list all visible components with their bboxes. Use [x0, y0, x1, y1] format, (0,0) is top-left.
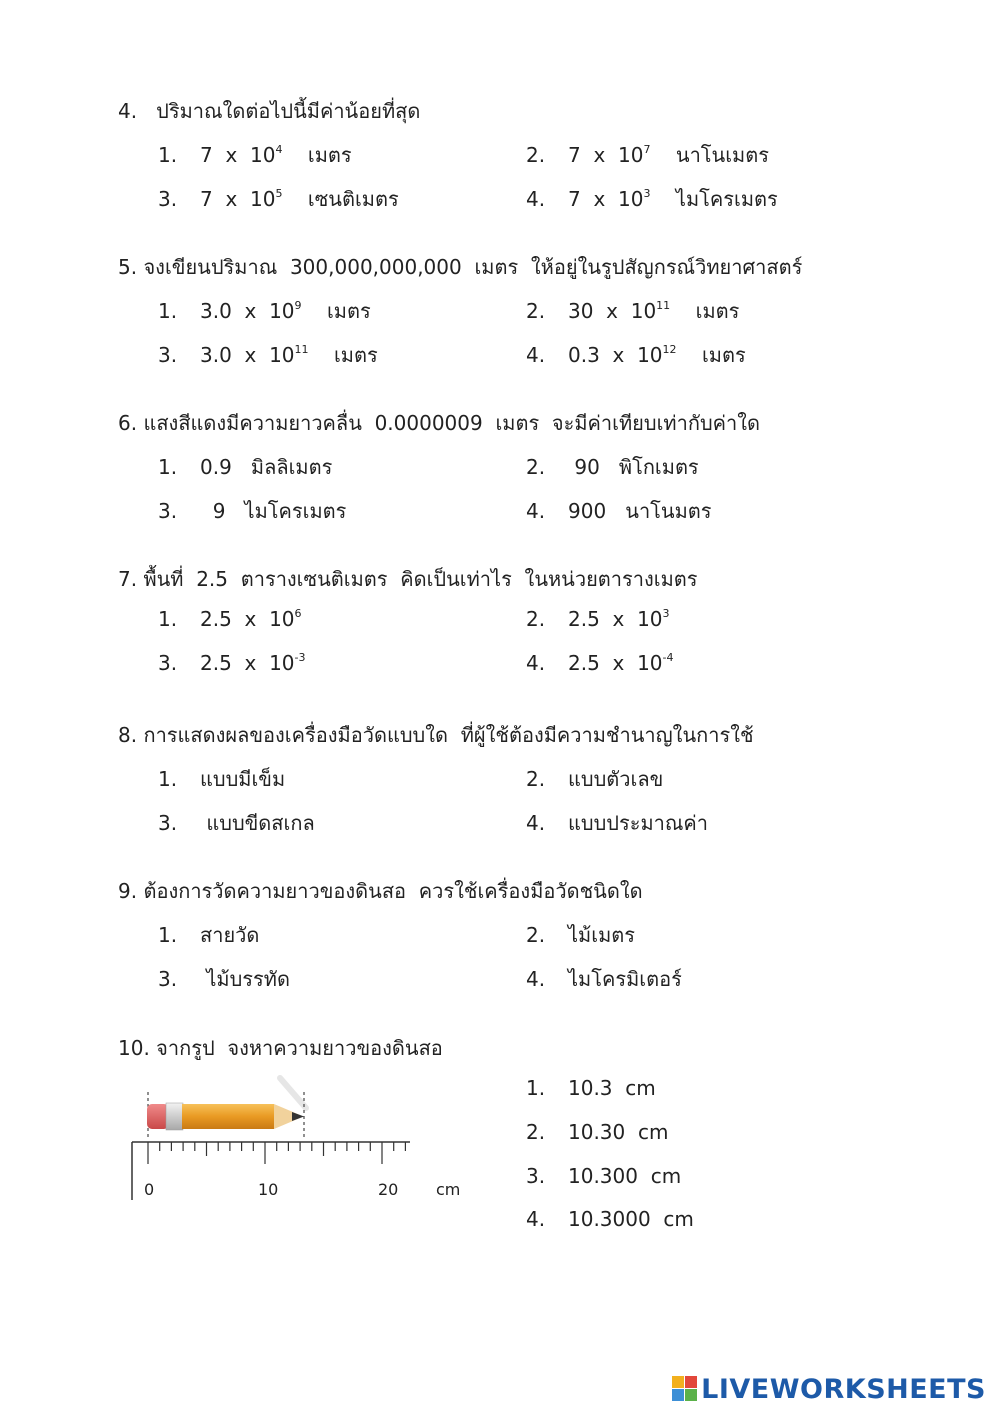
ruler-label-unit: cm: [436, 1180, 461, 1199]
ruler-label-20: 20: [378, 1180, 399, 1199]
q5-option-3[interactable]: 3. 3.0 x $10^{11}$ เมตร: [158, 343, 378, 367]
q4-option-2[interactable]: 2. 7 x $10^7$ นาโนเมตร: [526, 143, 769, 167]
ruler-label-10: 10: [258, 1180, 279, 1199]
q10-option-3[interactable]: 3. 10.300 cm: [526, 1164, 682, 1188]
q5-option-4[interactable]: 4. 0.3 x $10^{12}$ เมตร: [526, 343, 746, 367]
q8-option-3[interactable]: 3. แบบขีดสเกล: [158, 811, 315, 835]
q4-option-4[interactable]: 4. 7 x $10^3$ ไมโครเมตร: [526, 187, 778, 211]
question-8: 8. การแสดงผลของเครื่องมือวัดแบบใด ที่ผู้ใช้ต้องมีความชำนาญในการใช้: [118, 723, 754, 747]
q9-option-4[interactable]: 4. ไมโครมิเตอร์: [526, 967, 682, 991]
q10-option-1[interactable]: 1. 10.3 cm: [526, 1076, 656, 1100]
question-4: 4. ปริมาณใดต่อไปนี้มีค่าน้อยที่สุด: [118, 99, 421, 123]
question-6: 6. แสงสีแดงมีความยาวคลื่น 0.0000009 เมตร จะมีค่าเทียบเท่ากับค่าใด: [118, 411, 761, 435]
question-5: 5. จงเขียนปริมาณ 300,000,000,000 เมตร ให้อยู่ในรูปสัญกรณ์วิทยาศาสตร์: [118, 255, 803, 279]
q9-option-1[interactable]: 1. สายวัด: [158, 923, 260, 947]
q9-option-2[interactable]: 2. ไม้เมตร: [526, 923, 635, 947]
brand-name: LIVEWORKSHEETS: [701, 1373, 986, 1405]
q6-option-4[interactable]: 4. 900 นาโนมตร: [526, 499, 712, 523]
ruler-label-0: 0: [144, 1180, 155, 1199]
q10-option-2[interactable]: 2. 10.30 cm: [526, 1120, 669, 1144]
pencil-ruler-figure: [120, 1070, 480, 1210]
q4-option-3[interactable]: 3. 7 x $10^5$ เซนติเมตร: [158, 187, 399, 211]
question-10: 10. จากรูป จงหาความยาวของดินสอ: [118, 1036, 443, 1060]
q4-option-1[interactable]: 1. 7 x $10^4$ เมตร: [158, 143, 352, 167]
liveworksheets-icon: [672, 1376, 698, 1402]
q7-option-1[interactable]: 1. 2.5 x $10^6$: [158, 607, 302, 631]
q8-option-4[interactable]: 4. แบบประมาณค่า: [526, 811, 709, 835]
q8-option-2[interactable]: 2. แบบตัวเลข: [526, 767, 664, 791]
q6-option-3[interactable]: 3. 9 ไมโครเมตร: [158, 499, 347, 523]
q6-option-2[interactable]: 2. 90 พิโกเมตร: [526, 455, 699, 479]
q7-option-4[interactable]: 4. 2.5 x $10^{-4}$: [526, 651, 674, 675]
q7-option-2[interactable]: 2. 2.5 x $10^3$: [526, 607, 670, 631]
pencil-shadow-streak: [280, 1078, 306, 1108]
q10-option-4[interactable]: 4. 10.3000 cm: [526, 1207, 694, 1231]
question-7: 7. พื้นที่ 2.5 ตารางเซนติเมตร คิดเป็นเท่าไร ในหน่วยตารางเมตร: [118, 567, 698, 591]
q6-option-1[interactable]: 1. 0.9 มิลลิเมตร: [158, 455, 333, 479]
question-9: 9. ต้องการวัดความยาวของดินสอ ควรใช้เครื่องมือวัดชนิดใด: [118, 879, 643, 903]
q9-option-3[interactable]: 3. ไม้บรรทัด: [158, 967, 290, 991]
pencil-icon: [147, 1103, 304, 1130]
pencil-ruler-drawing: [120, 1070, 480, 1210]
q7-option-3[interactable]: 3. 2.5 x $10^{-3}$: [158, 651, 306, 675]
liveworksheets-logo[interactable]: [672, 1374, 986, 1404]
q8-option-1[interactable]: 1. แบบมีเข็ม: [158, 767, 286, 791]
q5-option-1[interactable]: 1. 3.0 x $10^9$ เมตร: [158, 299, 371, 323]
q5-option-2[interactable]: 2. 30 x $10^{11}$ เมตร: [526, 299, 740, 323]
